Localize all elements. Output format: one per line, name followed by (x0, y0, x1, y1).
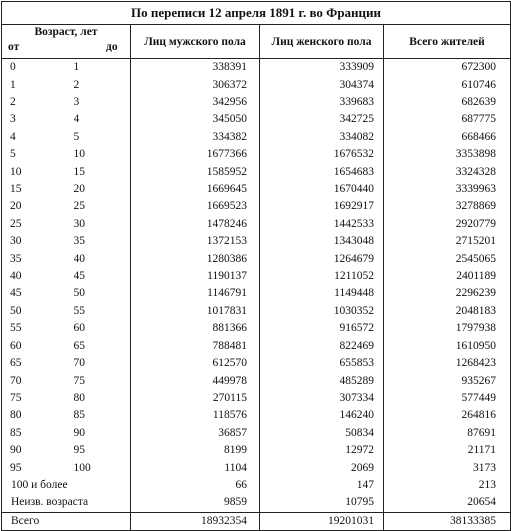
age-from-cell: 10 (2, 163, 74, 180)
men-cell: 118576 (131, 407, 260, 424)
age-to-cell: 65 (74, 338, 131, 355)
age-to-cell: 40 (74, 250, 131, 267)
table-row (2, 477, 511, 494)
age-from-cell: 70 (2, 372, 74, 389)
men-cell: 612570 (131, 355, 260, 372)
age-to-cell: 55 (74, 303, 131, 320)
age-to-cell: 45 (74, 268, 131, 285)
age-to-cell: 5 (74, 129, 131, 146)
age-to-cell: 15 (74, 163, 131, 180)
age-to-cell: 95 (74, 442, 131, 459)
men-cell: 1017831 (131, 303, 260, 320)
table-row (2, 372, 511, 389)
men-cell: 1190137 (131, 268, 260, 285)
age-from-cell: 55 (2, 320, 74, 337)
total-cell: 2048183 (384, 303, 511, 320)
age-to-cell: 4 (74, 111, 131, 128)
table-row (2, 111, 511, 128)
men-header: Лиц мужского пола (131, 25, 260, 59)
women-cell: 307334 (260, 390, 384, 407)
age-to-cell: 70 (74, 355, 131, 372)
men-cell: 8199 (131, 442, 260, 459)
women-cell: 146240 (260, 407, 384, 424)
men-cell: 1677366 (131, 146, 260, 163)
age-to-cell: 20 (74, 181, 131, 198)
table-row (2, 494, 511, 512)
men-cell: 66 (131, 477, 260, 494)
men-cell: 1104 (131, 459, 260, 476)
table-row (2, 233, 511, 250)
total-header: Всего жителей (384, 25, 511, 59)
table-row (2, 129, 511, 146)
age-to-cell: 75 (74, 372, 131, 389)
women-cell: 1442533 (260, 216, 384, 233)
age-from-cell: 25 (2, 216, 74, 233)
total-cell: 2401189 (384, 268, 511, 285)
totals-label-cell: Всего (2, 512, 131, 530)
women-cell: 50834 (260, 425, 384, 442)
table-title: По переписи 12 апреля 1891 г. во Франции (2, 2, 511, 25)
total-cell: 2920779 (384, 216, 511, 233)
women-cell: 1211052 (260, 268, 384, 285)
age-to-cell: 30 (74, 216, 131, 233)
age-from-cell: 35 (2, 250, 74, 267)
table-row (2, 320, 511, 337)
women-cell: 1343048 (260, 233, 384, 250)
women-cell: 304374 (260, 76, 384, 93)
age-to-cell: 60 (74, 320, 131, 337)
age-header-label: Возраст, лет (34, 26, 98, 38)
totals-row (2, 512, 511, 530)
age-from-label: от (8, 41, 20, 53)
age-to-cell: 80 (74, 390, 131, 407)
age-label-cell: 100 и более (2, 477, 131, 494)
women-cell: 333909 (260, 59, 384, 77)
age-from-cell: 90 (2, 442, 74, 459)
men-cell: 1478246 (131, 216, 260, 233)
women-cell: 1030352 (260, 303, 384, 320)
men-cell: 1585952 (131, 163, 260, 180)
men-cell: 1280386 (131, 250, 260, 267)
table-row (2, 181, 511, 198)
total-cell: 1610950 (384, 338, 511, 355)
women-cell: 339683 (260, 94, 384, 111)
total-cell: 20654 (384, 494, 511, 512)
total-cell: 2296239 (384, 285, 511, 302)
women-header: Лиц женского пола (260, 25, 384, 59)
total-cell: 3339963 (384, 181, 511, 198)
age-to-cell: 2 (74, 76, 131, 93)
total-cell: 264816 (384, 407, 511, 424)
age-from-cell: 3 (2, 111, 74, 128)
table-row (2, 390, 511, 407)
women-cell: 1692917 (260, 198, 384, 215)
age-header (2, 25, 131, 59)
total-cell: 3324328 (384, 163, 511, 180)
men-cell: 338391 (131, 59, 260, 77)
men-cell: 334382 (131, 129, 260, 146)
men-total-cell: 18932354 (131, 512, 260, 530)
total-cell: 87691 (384, 425, 511, 442)
table-row (2, 442, 511, 459)
total-cell: 21171 (384, 442, 511, 459)
women-cell: 916572 (260, 320, 384, 337)
total-cell: 668466 (384, 129, 511, 146)
age-from-cell: 45 (2, 285, 74, 302)
men-cell: 342956 (131, 94, 260, 111)
total-cell: 682639 (384, 94, 511, 111)
men-cell: 881366 (131, 320, 260, 337)
men-cell: 1146791 (131, 285, 260, 302)
men-cell: 9859 (131, 494, 260, 512)
men-cell: 1372153 (131, 233, 260, 250)
total-cell: 687775 (384, 111, 511, 128)
table-row (2, 268, 511, 285)
women-cell: 342725 (260, 111, 384, 128)
total-cell: 1268423 (384, 355, 511, 372)
women-cell: 1676532 (260, 146, 384, 163)
age-from-cell: 4 (2, 129, 74, 146)
census-table-page (1, 1, 510, 527)
table-body (2, 59, 511, 531)
table-row (2, 59, 511, 77)
table-row (2, 146, 511, 163)
women-cell: 1149448 (260, 285, 384, 302)
men-cell: 788481 (131, 338, 260, 355)
age-from-cell: 0 (2, 59, 74, 77)
age-from-cell: 20 (2, 198, 74, 215)
age-to-cell: 100 (74, 459, 131, 476)
age-from-cell: 65 (2, 355, 74, 372)
women-cell: 147 (260, 477, 384, 494)
women-cell: 12972 (260, 442, 384, 459)
table-row (2, 198, 511, 215)
men-cell: 1669523 (131, 198, 260, 215)
table-row (2, 250, 511, 267)
age-to-cell: 3 (74, 94, 131, 111)
census-table (1, 1, 511, 531)
age-to-cell: 1 (74, 59, 131, 77)
age-to-cell: 35 (74, 233, 131, 250)
table-row (2, 425, 511, 442)
total-cell: 672300 (384, 59, 511, 77)
total-cell: 935267 (384, 372, 511, 389)
age-from-cell: 30 (2, 233, 74, 250)
total-cell: 3173 (384, 459, 511, 476)
women-cell: 1264679 (260, 250, 384, 267)
age-to-cell: 50 (74, 285, 131, 302)
table-row (2, 303, 511, 320)
table-row (2, 216, 511, 233)
age-from-cell: 2 (2, 94, 74, 111)
age-to-label: до (106, 41, 118, 53)
total-cell: 1797938 (384, 320, 511, 337)
total-cell: 577449 (384, 390, 511, 407)
total-cell: 2545065 (384, 250, 511, 267)
men-cell: 1669645 (131, 181, 260, 198)
table-row (2, 94, 511, 111)
women-cell: 10795 (260, 494, 384, 512)
women-cell: 655853 (260, 355, 384, 372)
men-cell: 306372 (131, 76, 260, 93)
age-to-cell: 10 (74, 146, 131, 163)
age-to-cell: 25 (74, 198, 131, 215)
age-to-cell: 85 (74, 407, 131, 424)
table-title-row (2, 2, 511, 25)
men-cell: 345050 (131, 111, 260, 128)
table-row (2, 355, 511, 372)
total-cell: 2715201 (384, 233, 511, 250)
men-cell: 36857 (131, 425, 260, 442)
table-row (2, 163, 511, 180)
column-header-row (2, 25, 511, 59)
age-from-cell: 50 (2, 303, 74, 320)
age-from-cell: 85 (2, 425, 74, 442)
age-from-cell: 80 (2, 407, 74, 424)
age-from-cell: 1 (2, 76, 74, 93)
age-label-cell: Неизв. возраста (2, 494, 131, 512)
age-from-cell: 15 (2, 181, 74, 198)
age-from-cell: 75 (2, 390, 74, 407)
total-cell: 3353898 (384, 146, 511, 163)
women-cell: 334082 (260, 129, 384, 146)
table-row (2, 338, 511, 355)
women-cell: 822469 (260, 338, 384, 355)
age-from-cell: 40 (2, 268, 74, 285)
men-cell: 449978 (131, 372, 260, 389)
table-row (2, 76, 511, 93)
age-from-cell: 5 (2, 146, 74, 163)
table-row (2, 459, 511, 476)
grand-total-cell: 38133385 (384, 512, 511, 530)
women-cell: 2069 (260, 459, 384, 476)
women-cell: 1670440 (260, 181, 384, 198)
age-from-cell: 95 (2, 459, 74, 476)
women-cell: 485289 (260, 372, 384, 389)
age-to-cell: 90 (74, 425, 131, 442)
table-row (2, 407, 511, 424)
women-total-cell: 19201031 (260, 512, 384, 530)
table-row (2, 285, 511, 302)
total-cell: 610746 (384, 76, 511, 93)
women-cell: 1654683 (260, 163, 384, 180)
age-from-cell: 60 (2, 338, 74, 355)
men-cell: 270115 (131, 390, 260, 407)
total-cell: 3278869 (384, 198, 511, 215)
total-cell: 213 (384, 477, 511, 494)
